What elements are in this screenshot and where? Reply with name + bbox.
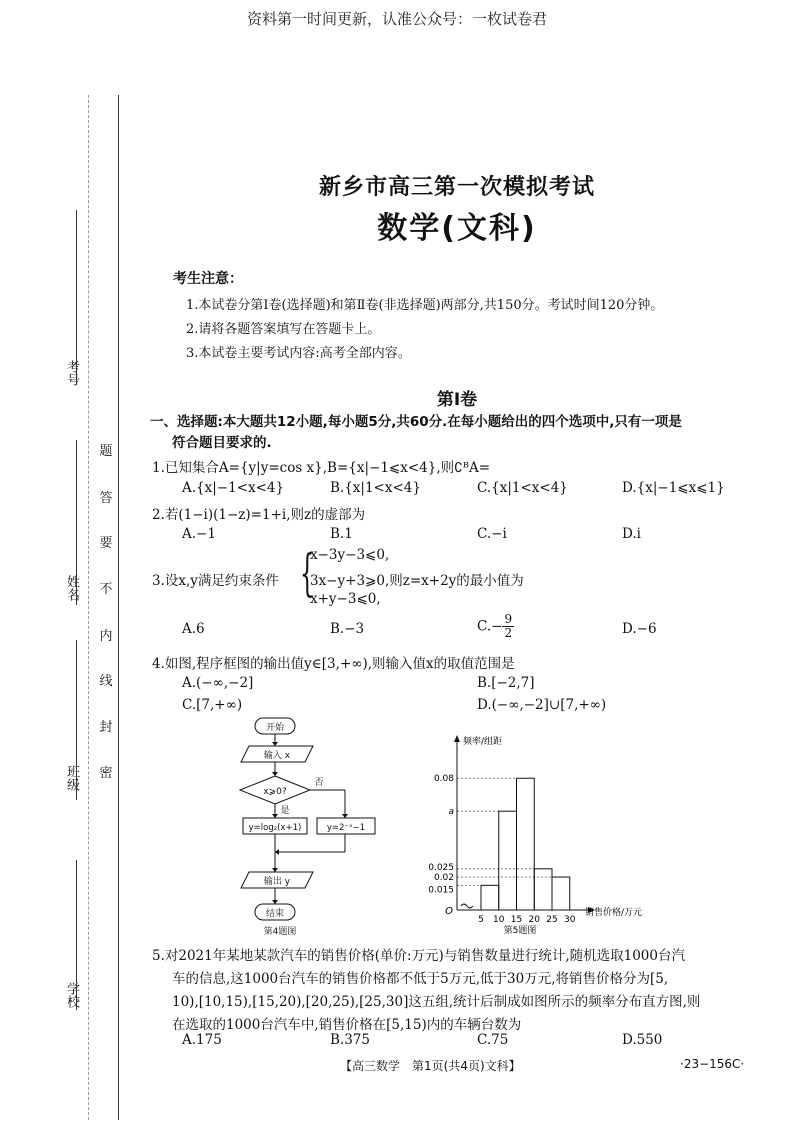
q3-option-c bbox=[477, 613, 514, 640]
q4-option-a: A.(−∞,−2] bbox=[182, 675, 254, 691]
q4-stem: 4.如图,程序框图的输出值y∈[3,+∞),则输入值x的取值范围是 bbox=[152, 656, 515, 672]
seal-char: 封 bbox=[99, 720, 113, 735]
q1-stem: 1.已知集合A={y|y=cos x},B={x|−1⩽x<4},则∁ᴮA= bbox=[152, 460, 491, 476]
seal-char: 密 bbox=[99, 766, 113, 781]
histogram-xtick-label: 15 bbox=[510, 915, 523, 925]
histogram-yticks bbox=[428, 774, 454, 895]
q5-line4: 在选取的1000台汽车中,销售价格在[5,15)内的车辆台数为 bbox=[172, 1017, 522, 1033]
q2-option-c: C.−i bbox=[477, 526, 507, 542]
xingming-field bbox=[76, 440, 77, 605]
y-axis-arrow bbox=[454, 735, 460, 742]
label-xingming: 姓名 bbox=[64, 575, 79, 601]
q3-stem: 3.设x,y满足约束条件 bbox=[152, 573, 279, 589]
kaohao-field bbox=[76, 210, 77, 385]
q5-line2: 车的信息,这1000台汽车的销售价格都不低于5万元,低于30万元,将销售价格分为[5, bbox=[172, 971, 669, 987]
seal-char: 内 bbox=[99, 629, 113, 644]
seal-char: 题 bbox=[99, 444, 113, 459]
fraction-numerator: 9 bbox=[504, 612, 513, 626]
subject-title: 数学(文科) bbox=[377, 211, 537, 246]
q3-option-d: D.−6 bbox=[622, 621, 657, 637]
seal-line bbox=[118, 95, 119, 1120]
q4-option-b: B.[−2,7] bbox=[477, 675, 535, 691]
histogram-bars bbox=[481, 778, 570, 910]
page-footer: 【高三数学 第1页(共4页)文科】 bbox=[340, 1059, 521, 1073]
banji-field bbox=[76, 640, 77, 800]
q5-option-a: A.175 bbox=[182, 1032, 222, 1048]
q2-option-b: B.1 bbox=[330, 526, 353, 542]
histogram-ytick-label: 0.02 bbox=[433, 873, 454, 884]
histogram-ytick-label: 0.025 bbox=[428, 862, 454, 873]
histogram-xticks bbox=[478, 915, 576, 925]
q4-option-c: C.[7,+∞) bbox=[182, 697, 243, 713]
watermark: 资料第一时间更新，认准公众号：一枚试卷君 bbox=[246, 10, 547, 28]
q5-option-d: D.550 bbox=[622, 1032, 663, 1048]
q3-constraint-3: x+y−3⩽0, bbox=[310, 591, 381, 607]
histogram-bar bbox=[499, 811, 517, 910]
histogram-ytick-label: 0.015 bbox=[428, 885, 454, 896]
q3-constraint-2-expr: 3x−y+3⩾0, bbox=[310, 573, 390, 589]
part-heading-line1: 一、选择题:本大题共12小题,每小题5分,共60分.在每小题给出的四个选项中,只有一项是 bbox=[150, 414, 682, 430]
part-heading-line2: 符合题目要求的. bbox=[172, 435, 272, 451]
histogram-xlabel: 销售价格/万元 bbox=[585, 908, 643, 918]
part-heading bbox=[150, 412, 750, 454]
exam-title: 新乡市高三第一次模拟考试 bbox=[318, 175, 595, 200]
q5-line1: 5.对2021年某地某款汽车的销售价格(单价:万元)与销售数量进行统计,随机选取1000台汽 bbox=[152, 948, 685, 964]
seal-char: 线 bbox=[99, 674, 113, 689]
flow-yes-label: 是 bbox=[280, 806, 290, 816]
q2-option-d: D.i bbox=[622, 526, 641, 542]
histogram-xtick-label: 20 bbox=[528, 915, 540, 925]
q1-option-a: A.{x|−1<x<4} bbox=[182, 480, 285, 496]
xuexiao-field bbox=[76, 860, 77, 1010]
q1-option-b: B.{x|1<x<4} bbox=[330, 480, 421, 496]
histogram-figure bbox=[425, 730, 675, 940]
axis-break-icon bbox=[461, 904, 473, 908]
fold-line bbox=[88, 95, 89, 1120]
histogram-bar bbox=[552, 877, 570, 910]
q3-constraint-1: x−3y−3⩽0, bbox=[310, 547, 390, 563]
q3-option-b: B.−3 bbox=[330, 621, 365, 637]
notice-item: 1.本试卷分第Ⅰ卷(选择题)和第Ⅱ卷(非选择题)两部分,共150分。考试时间120分钟。 bbox=[186, 298, 664, 313]
fraction bbox=[502, 613, 514, 640]
q4-option-d: D.(−∞,−2]∪[7,+∞) bbox=[477, 697, 607, 713]
seal-char: 不 bbox=[99, 582, 113, 597]
constraint-brace: { bbox=[300, 544, 315, 602]
histogram-xtick-label: 25 bbox=[546, 915, 558, 925]
q3-option-a: A.6 bbox=[182, 621, 205, 637]
histogram-xtick-label: 30 bbox=[564, 915, 576, 925]
flow-end-label: 结束 bbox=[265, 909, 285, 919]
notice-item: 3.本试卷主要考试内容:高考全部内容。 bbox=[186, 346, 411, 361]
seal-char: 要 bbox=[99, 536, 113, 551]
q2-option-a: A.−1 bbox=[182, 526, 216, 542]
histogram-caption: 第5题图 bbox=[503, 926, 537, 936]
histogram-bar bbox=[517, 778, 535, 910]
histogram-bar bbox=[481, 885, 499, 910]
flow-input-label: 输入 x bbox=[263, 751, 291, 761]
q2-stem: 2.若(1−i)(1−z)=1+i,则z的虚部为 bbox=[152, 507, 366, 523]
label-kaohao: 考号 bbox=[64, 360, 79, 386]
flow-right-formula: y=2⁻ˣ−1 bbox=[326, 823, 366, 833]
label-banji: 班级 bbox=[64, 765, 79, 791]
histogram-ytick-label: 0.08 bbox=[433, 774, 454, 785]
histogram-ytick-label: a bbox=[448, 807, 454, 818]
q5-line3: 10),[10,15),[15,20),[20,25),[25,30]这五组,统计后制成如图所示的频率分布直方图,则 bbox=[172, 994, 701, 1010]
flow-condition-label: x⩾0? bbox=[263, 787, 287, 797]
q1-option-d: D.{x|−1⩽x⩽1} bbox=[622, 480, 725, 496]
seal-char: 答 bbox=[99, 491, 113, 506]
flow-no-label: 否 bbox=[314, 778, 324, 788]
flowchart-figure bbox=[235, 712, 385, 937]
q5-option-c: C.75 bbox=[477, 1032, 509, 1048]
q3-option-c-prefix: C.− bbox=[477, 618, 503, 635]
q3-constraint-2 bbox=[310, 569, 524, 589]
histogram-xtick-label: 10 bbox=[493, 915, 505, 925]
notice-item: 2.请将各题答案填写在答题卡上。 bbox=[186, 322, 381, 337]
flow-start-label: 开始 bbox=[265, 723, 285, 733]
notice-heading: 考生注意： bbox=[173, 271, 243, 287]
flow-left-formula: y=log₂(x+1) bbox=[248, 823, 302, 833]
histogram-bar bbox=[534, 869, 552, 910]
fraction-denominator: 2 bbox=[504, 626, 513, 640]
flow-output-label: 输出 y bbox=[263, 877, 291, 887]
q5-option-b: B.375 bbox=[330, 1032, 370, 1048]
flowchart-caption: 第4题图 bbox=[263, 927, 297, 937]
histogram-ylabel: 频率/组距 bbox=[463, 737, 503, 747]
histogram-xtick-label: 5 bbox=[478, 915, 484, 925]
origin-label: O bbox=[445, 906, 453, 917]
q3-stem-suffix: 则z=x+2y的最小值为 bbox=[389, 573, 524, 589]
section-title: 第Ⅰ卷 bbox=[436, 390, 478, 410]
paper-code: ·23−156C· bbox=[680, 1057, 745, 1071]
q1-option-c: C.{x|1<x<4} bbox=[477, 480, 568, 496]
label-xuexiao: 学校 bbox=[64, 982, 79, 1008]
